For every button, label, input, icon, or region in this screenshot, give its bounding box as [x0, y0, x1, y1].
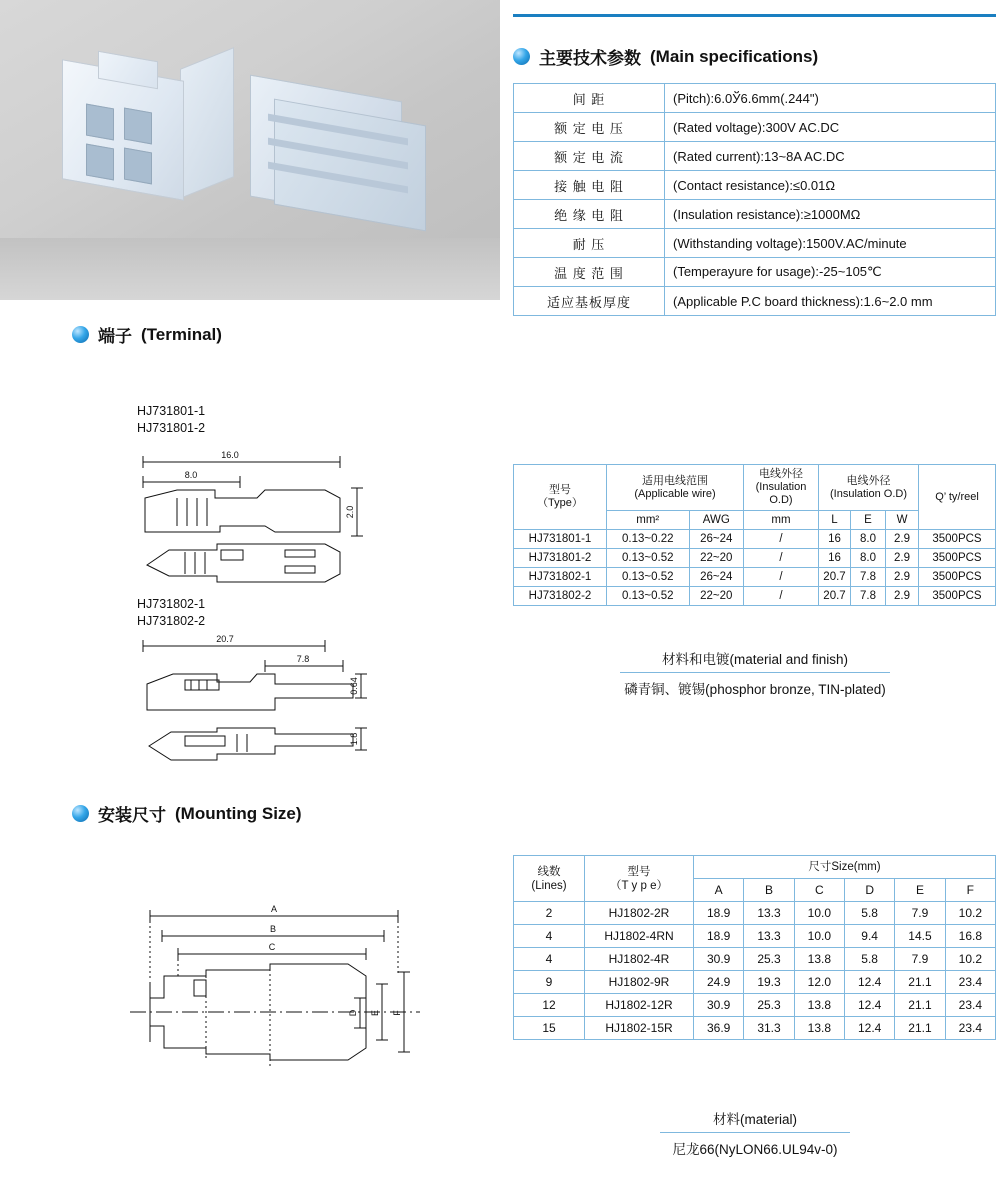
table-row: [514, 113, 996, 142]
terminal-1-dim-height: 2.0: [345, 505, 355, 519]
cell-d: 12.4: [844, 971, 894, 994]
cell-type: HJ1802-2R: [585, 902, 694, 925]
cell-a: 36.9: [694, 1017, 744, 1040]
col-header-l: L: [819, 511, 851, 530]
terminal-heading-cn: 端子: [98, 327, 132, 346]
bullet-icon: [72, 326, 89, 343]
spec-value: (Pitch):6.0Ў6.6mm(.244"): [665, 84, 996, 113]
terminal-material-title: 材料和电镀(material and finish): [661, 652, 849, 667]
cell-qty: 3500PCS: [919, 530, 996, 549]
cell-c: 10.0: [794, 902, 844, 925]
table-row: [514, 948, 996, 971]
terminal-2-part-numbers: [137, 596, 205, 630]
connector-cavity: [86, 144, 114, 181]
cell-e: 8.0: [851, 549, 886, 568]
col-header-e: E: [851, 511, 886, 530]
table-row: [514, 287, 996, 316]
mounting-material-value-wrap: [640, 1138, 870, 1158]
col-header-wire: 适用电线范围 (Applicable wire): [607, 465, 744, 511]
cell-e: 8.0: [851, 530, 886, 549]
cell-lines: 15: [514, 1017, 585, 1040]
cell-e: 7.8: [851, 587, 886, 606]
mounting-dim-f: F: [392, 1010, 402, 1016]
cell-type: HJ1802-4R: [585, 948, 694, 971]
spec-value: (Insulation resistance):≥1000MΩ: [665, 200, 996, 229]
cell-type: HJ1802-4RN: [585, 925, 694, 948]
cell-mm2: 0.13~0.22: [607, 530, 690, 549]
col-header-mm2: mm²: [607, 511, 690, 530]
spec-label: 额 定 电 流: [514, 142, 665, 171]
cell-b: 25.3: [744, 994, 794, 1017]
cell-qty: 3500PCS: [919, 549, 996, 568]
col-header-qty: Q’ ty/reel: [919, 465, 996, 530]
cell-mm: /: [744, 530, 819, 549]
terminal-2-dim-height: 0.64: [349, 677, 359, 695]
table-row: [514, 568, 996, 587]
cell-awg: 26~24: [689, 530, 744, 549]
col-header-c: C: [794, 879, 844, 902]
cell-w: 2.9: [886, 530, 919, 549]
caption-divider: [620, 672, 890, 673]
terminal-2-dim-height2: 1.8: [349, 732, 359, 746]
mounting-heading-cn: 安装尺寸: [98, 806, 166, 825]
cell-a: 30.9: [694, 994, 744, 1017]
col-header-f: F: [945, 879, 995, 902]
cell-a: 30.9: [694, 948, 744, 971]
cell-b: 19.3: [744, 971, 794, 994]
terminal-2-part-number-b: HJ731802-2: [137, 614, 206, 628]
spec-value: (Withstanding voltage):1500V.AC/minute: [665, 229, 996, 258]
terminal-1-part-numbers: [137, 403, 205, 437]
mounting-dim-b: B: [269, 924, 277, 934]
connector-housing-female: [62, 48, 237, 213]
cell-f: 23.4: [945, 971, 995, 994]
terminal-heading: [72, 322, 222, 347]
terminal-2-dim-partial: 7.8: [296, 654, 310, 664]
table-row: [514, 902, 996, 925]
cell-lines: 12: [514, 994, 585, 1017]
table-row: [514, 549, 996, 568]
cell-a: 24.9: [694, 971, 744, 994]
mounting-heading-en: (Mounting Size): [175, 803, 302, 823]
terminal-material-caption: [620, 648, 890, 673]
cell-lines: 9: [514, 971, 585, 994]
top-divider-rule: [513, 14, 996, 17]
specifications-heading: [513, 44, 818, 69]
cell-w: 2.9: [886, 549, 919, 568]
cell-d: 12.4: [844, 1017, 894, 1040]
col-header-lines: 线数 (Lines): [514, 856, 585, 902]
mounting-material-title: 材料(material): [712, 1112, 797, 1127]
table-row: [514, 587, 996, 606]
cell-awg: 22~20: [689, 587, 744, 606]
cell-b: 31.3: [744, 1017, 794, 1040]
spec-value: (Rated voltage):300V AC.DC: [665, 113, 996, 142]
bullet-icon: [513, 48, 530, 65]
cell-b: 13.3: [744, 902, 794, 925]
table-row: [514, 258, 996, 287]
caption-divider: [660, 1132, 850, 1133]
specifications-heading-cn: 主要技术参数: [539, 49, 641, 68]
cell-f: 10.2: [945, 902, 995, 925]
cell-qty: 3500PCS: [919, 568, 996, 587]
cell-e: 14.5: [895, 925, 945, 948]
terminal-1-part-number-b: HJ731801-2: [137, 421, 206, 435]
table-row: [514, 229, 996, 258]
cell-e: 7.8: [851, 568, 886, 587]
cell-d: 5.8: [844, 902, 894, 925]
cell-type: HJ1802-12R: [585, 994, 694, 1017]
mounting-dim-e: E: [370, 1009, 380, 1017]
mounting-dim-c: C: [268, 942, 276, 952]
spec-label: 间 距: [514, 84, 665, 113]
mounting-heading: [72, 801, 302, 826]
connector-cavity: [86, 104, 114, 141]
terminal-specs-table: [513, 464, 996, 606]
mounting-material-value: 尼龙66(NyLON66.UL94v-0): [672, 1142, 838, 1157]
col-header-size: 尺寸Size(mm): [694, 856, 996, 879]
spec-value: (Applicable P.C board thickness):1.6~2.0 mm: [665, 287, 996, 316]
col-header-d: D: [844, 879, 894, 902]
cell-lines: 4: [514, 948, 585, 971]
cell-b: 25.3: [744, 948, 794, 971]
cell-type: HJ731801-1: [514, 530, 607, 549]
col-header-e: E: [895, 879, 945, 902]
col-header-type: 型号 （Type）: [514, 465, 607, 530]
cell-mm2: 0.13~0.52: [607, 587, 690, 606]
connector-housing-male: [250, 88, 445, 258]
col-header-a: A: [694, 879, 744, 902]
cell-b: 13.3: [744, 925, 794, 948]
cell-e: 21.1: [895, 971, 945, 994]
cell-f: 16.8: [945, 925, 995, 948]
cell-awg: 26~24: [689, 568, 744, 587]
table-row: [514, 142, 996, 171]
spec-value: (Temperayure for usage):-25~105℃: [665, 258, 996, 287]
cell-l: 16: [819, 549, 851, 568]
cell-w: 2.9: [886, 568, 919, 587]
cell-mm: /: [744, 587, 819, 606]
spec-label: 绝 缘 电 阻: [514, 200, 665, 229]
cell-lines: 4: [514, 925, 585, 948]
connector-cavity: [124, 148, 152, 185]
cell-c: 13.8: [794, 994, 844, 1017]
mounting-size-table: [513, 855, 996, 1040]
table-row: [514, 925, 996, 948]
cell-type: HJ1802-9R: [585, 971, 694, 994]
table-row: [514, 200, 996, 229]
connector-side-face: [180, 47, 234, 199]
table-row: [514, 171, 996, 200]
product-photo: [0, 0, 500, 300]
cell-type: HJ1802-15R: [585, 1017, 694, 1040]
terminal-2-part-number-a: HJ731802-1: [137, 597, 206, 611]
terminal-1-part-number-a: HJ731801-1: [137, 404, 206, 418]
terminal-2-drawing: [125, 628, 435, 773]
cell-mm: /: [744, 549, 819, 568]
cell-l: 20.7: [819, 587, 851, 606]
cell-d: 12.4: [844, 994, 894, 1017]
spec-label: 耐 压: [514, 229, 665, 258]
terminal-heading-en: (Terminal): [141, 324, 222, 344]
cell-f: 23.4: [945, 1017, 995, 1040]
mounting-drawing: [120, 880, 440, 1070]
spec-label: 额 定 电 压: [514, 113, 665, 142]
spec-label: 接 触 电 阻: [514, 171, 665, 200]
cell-c: 10.0: [794, 925, 844, 948]
spec-value: (Rated current):13~8A AC.DC: [665, 142, 996, 171]
cell-e: 21.1: [895, 994, 945, 1017]
mounting-material-caption: [660, 1108, 850, 1133]
terminal-material-value-wrap: [600, 678, 910, 698]
cell-type: HJ731802-1: [514, 568, 607, 587]
cell-mm: /: [744, 568, 819, 587]
col-header-w: W: [886, 511, 919, 530]
cell-f: 23.4: [945, 994, 995, 1017]
cell-f: 10.2: [945, 948, 995, 971]
cell-c: 13.8: [794, 1017, 844, 1040]
table-row: [514, 1017, 996, 1040]
cell-awg: 22~20: [689, 549, 744, 568]
cell-e: 21.1: [895, 1017, 945, 1040]
terminal-material-value: 磷青铜、镀锡(phosphor bronze, TIN-plated): [624, 682, 886, 697]
col-header-od1: 电线外径 (Insulation O.D): [744, 465, 819, 511]
cell-l: 16: [819, 530, 851, 549]
cell-mm2: 0.13~0.52: [607, 568, 690, 587]
terminal-1-drawing: [125, 440, 435, 590]
table-header-row: [514, 856, 996, 879]
table-row: [514, 971, 996, 994]
col-header-type: 型号 （T y p e）: [585, 856, 694, 902]
terminal-2-dim-total: 20.7: [216, 634, 234, 644]
mounting-dim-a: A: [270, 904, 278, 914]
col-header-mm: mm: [744, 511, 819, 530]
cell-e: 7.9: [895, 902, 945, 925]
connector-cavity: [124, 108, 152, 145]
table-row: [514, 530, 996, 549]
col-header-awg: AWG: [689, 511, 744, 530]
col-header-od2: 电线外径 (Insulation O.D): [819, 465, 919, 511]
table-row: [514, 994, 996, 1017]
table-row: [514, 84, 996, 113]
mounting-dim-d: D: [348, 1009, 358, 1017]
cell-l: 20.7: [819, 568, 851, 587]
terminal-1-dim-total: 16.0: [221, 450, 239, 460]
cell-d: 9.4: [844, 925, 894, 948]
cell-a: 18.9: [694, 902, 744, 925]
cell-e: 7.9: [895, 948, 945, 971]
spec-label: 温 度 范 围: [514, 258, 665, 287]
col-header-b: B: [744, 879, 794, 902]
bullet-icon: [72, 805, 89, 822]
cell-type: HJ731801-2: [514, 549, 607, 568]
cell-w: 2.9: [886, 587, 919, 606]
cell-c: 13.8: [794, 948, 844, 971]
cell-qty: 3500PCS: [919, 587, 996, 606]
cell-d: 5.8: [844, 948, 894, 971]
terminal-1-dim-partial: 8.0: [184, 470, 198, 480]
cell-type: HJ731802-2: [514, 587, 607, 606]
table-header-row: [514, 465, 996, 511]
cell-a: 18.9: [694, 925, 744, 948]
specifications-heading-en: (Main specifications): [650, 46, 819, 66]
specifications-table: [513, 83, 996, 316]
spec-value: (Contact resistance):≤0.01Ω: [665, 171, 996, 200]
cell-mm2: 0.13~0.52: [607, 549, 690, 568]
cell-c: 12.0: [794, 971, 844, 994]
spec-label: 适应基板厚度: [514, 287, 665, 316]
cell-lines: 2: [514, 902, 585, 925]
